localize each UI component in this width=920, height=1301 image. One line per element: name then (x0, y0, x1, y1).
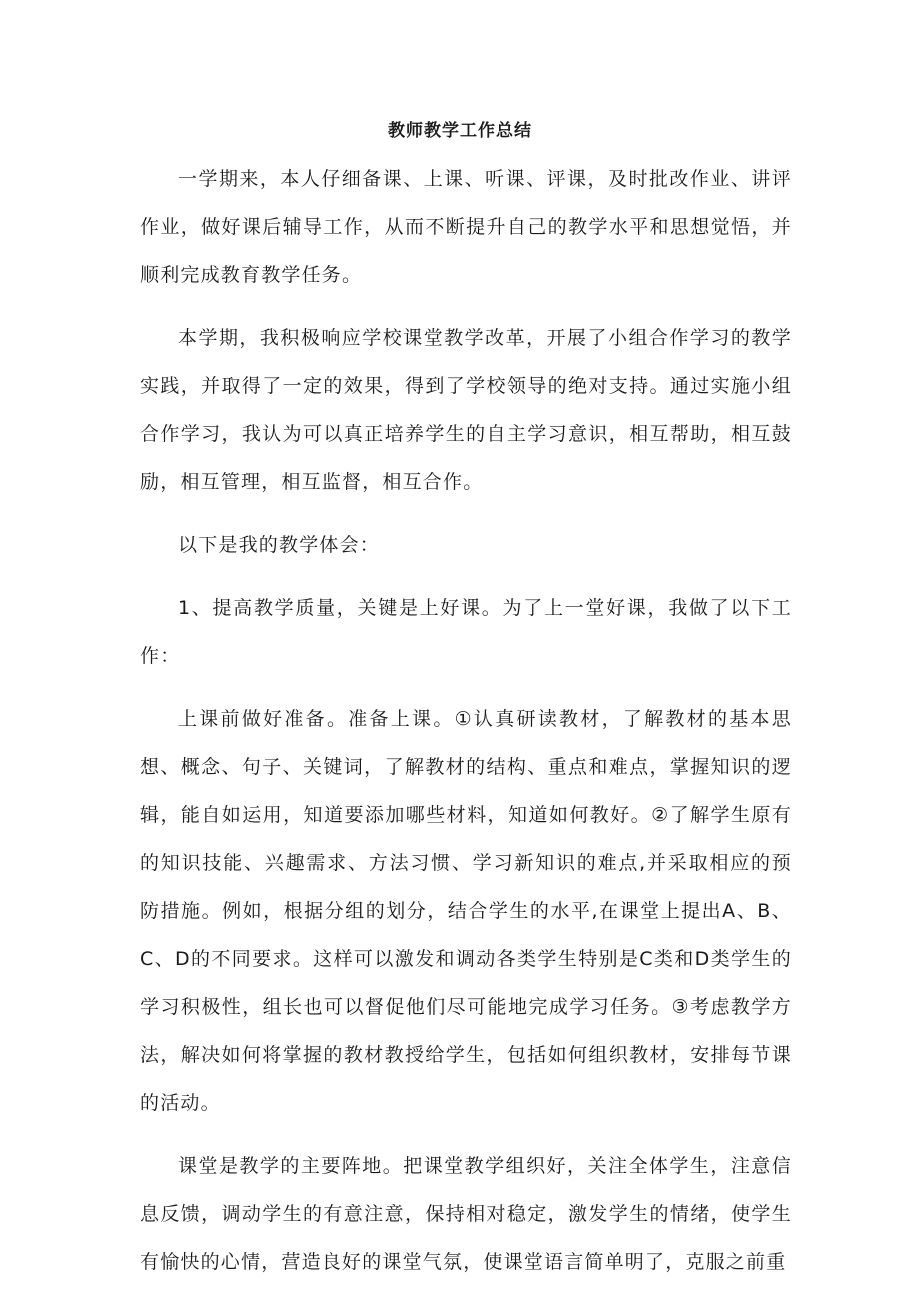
paragraph-intro: 一学期来，本人仔细备课、上课、听课、评课，及时批改作业、讲评作业，做好课后辅导工作，从而不断提升自己的教学水平和思想觉悟，并顺利完成教育教学任务。 (140, 168, 792, 286)
paragraph-preparation: 上课前做好准备。准备上课。①认真研读教材，了解教材的基本思想、概念、句子、关键词，了解教材的结构、重点和难点，掌握知识的逻辑，能自如运用，知道要添加哪些材料，知道如何教好。②了解学生原有的知识技能、兴趣需求、方法习惯、学习新知识的难点,并采取相应的预防措施。例如，根据分组的划分，结合学生的水平,在课堂上提出A、B、C、D的不同要求。这样可以激发和调动各类学生特别是C类和D类学生的学习积极性，组长也可以督促他们尽可能地完成学习任务。③考虑教学方法，解决如何将掌握的教材教授给学生，包括如何组织教材，安排每节课的活动。 (140, 708, 792, 1114)
document-body (140, 155, 792, 1301)
document-title: 教师教学工作总结 (388, 121, 532, 141)
paragraph-experience-heading: 以下是我的教学体会： (178, 534, 381, 556)
paragraph-reform: 本学期，我积极响应学校课堂教学改革，开展了小组合作学习的教学实践，并取得了一定的效果，得到了学校领导的绝对支持。通过实施小组合作学习，我认为可以真正培养学生的自主学习意识，相互帮助，相互鼓励，相互管理，相互监督，相互合作。 (140, 327, 792, 493)
paragraph-classroom: 课堂是教学的主要阵地。把课堂教学组织好，关注全体学生，注意信息反馈，调动学生的有意注意，保持相对稳定，激发学生的情绪，使学生有愉快的心情，营造良好的课堂气氛，使课堂语言简单明了，克服之前重 (140, 1155, 792, 1273)
paragraph-point-1: 1、提高教学质量，关键是上好课。为了上一堂好课，我做了以下工作： (140, 597, 792, 667)
